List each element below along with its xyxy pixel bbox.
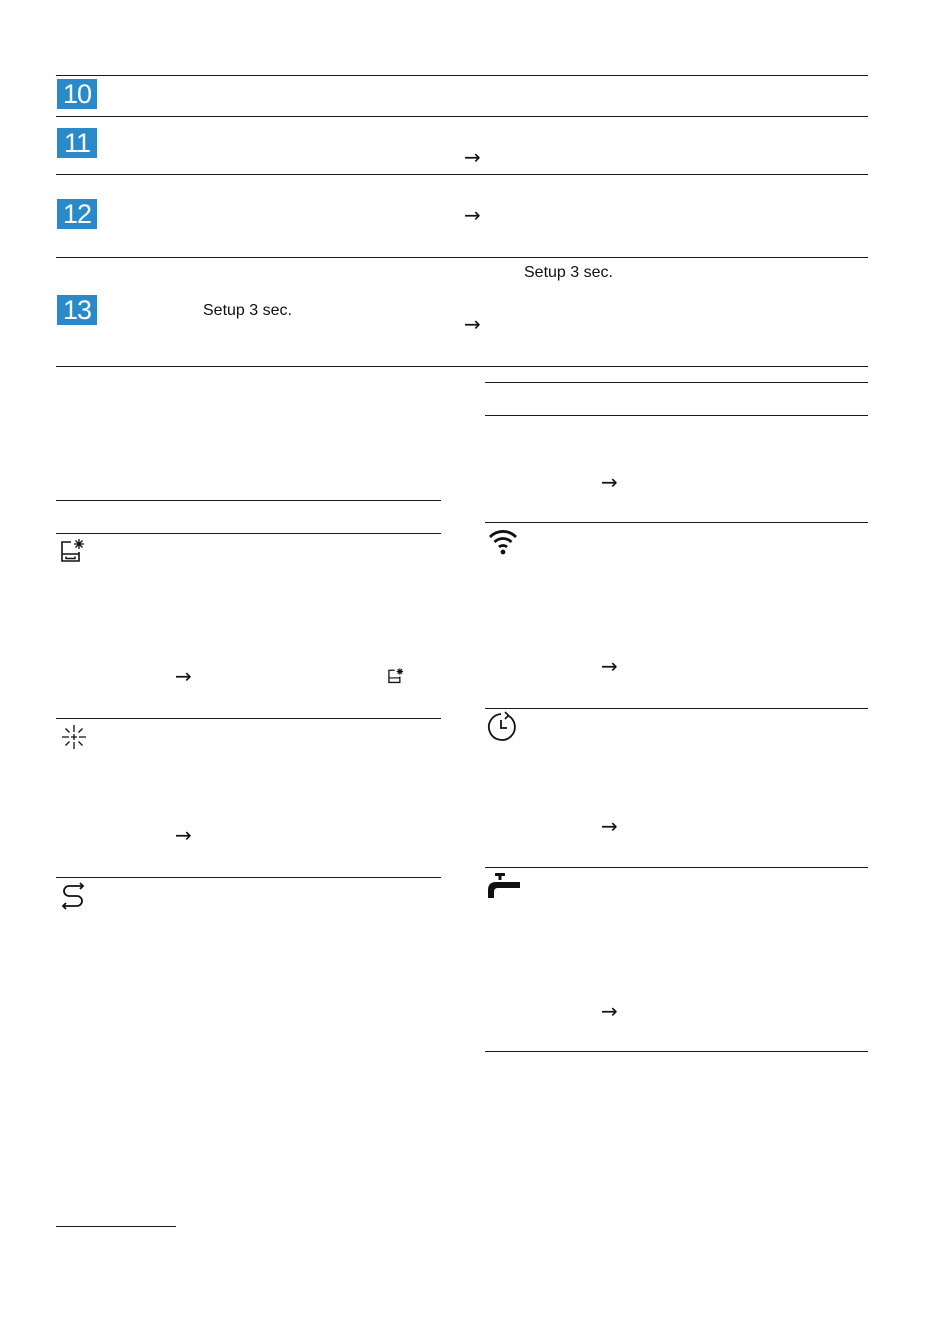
footnote-separator xyxy=(56,1226,176,1227)
rinse-aid-sparkle-icon xyxy=(60,723,88,751)
step-badge-10: 10 xyxy=(57,79,97,109)
step-12-arrow: → xyxy=(464,203,481,227)
left-table-rule xyxy=(56,718,441,719)
step-table-rule xyxy=(56,257,868,258)
left-table-rule xyxy=(56,533,441,534)
right-table-rule-bottom xyxy=(485,1051,868,1052)
dishwasher-sparkle-icon xyxy=(387,667,405,685)
right-table-rule xyxy=(485,382,868,383)
step-13-label: Setup 3 sec. xyxy=(203,302,292,319)
right-table-rule xyxy=(485,867,868,868)
right-table-rule xyxy=(485,415,868,416)
wifi-icon xyxy=(488,528,518,556)
water-tap-icon xyxy=(486,870,522,900)
right-row-3-arrow: → xyxy=(601,814,618,838)
step-11-arrow: → xyxy=(464,145,481,169)
right-row-2-arrow: → xyxy=(601,654,618,678)
step-13-right-label: Setup 3 sec. xyxy=(524,264,613,281)
right-row-1-arrow: → xyxy=(601,470,618,494)
right-row-4-arrow: → xyxy=(601,999,618,1023)
step-13-arrow: → xyxy=(464,312,481,336)
dishwasher-sparkle-icon xyxy=(59,537,87,565)
step-table-rule xyxy=(56,174,868,175)
left-row-2-arrow: → xyxy=(175,823,192,847)
step-table-rule xyxy=(56,116,868,117)
machine-care-cycle-icon xyxy=(59,882,87,910)
step-table-rule-top xyxy=(56,75,868,76)
left-table-rule xyxy=(56,500,441,501)
left-row-1-arrow: → xyxy=(175,664,192,688)
right-table-rule xyxy=(485,708,868,709)
clock-timer-icon xyxy=(486,711,520,743)
step-badge-13: 13 xyxy=(57,295,97,325)
step-badge-12: 12 xyxy=(57,199,97,229)
right-table-rule xyxy=(485,522,868,523)
left-table-rule xyxy=(56,877,441,878)
step-badge-11: 11 xyxy=(57,128,97,158)
step-table-rule-bottom xyxy=(56,366,868,367)
